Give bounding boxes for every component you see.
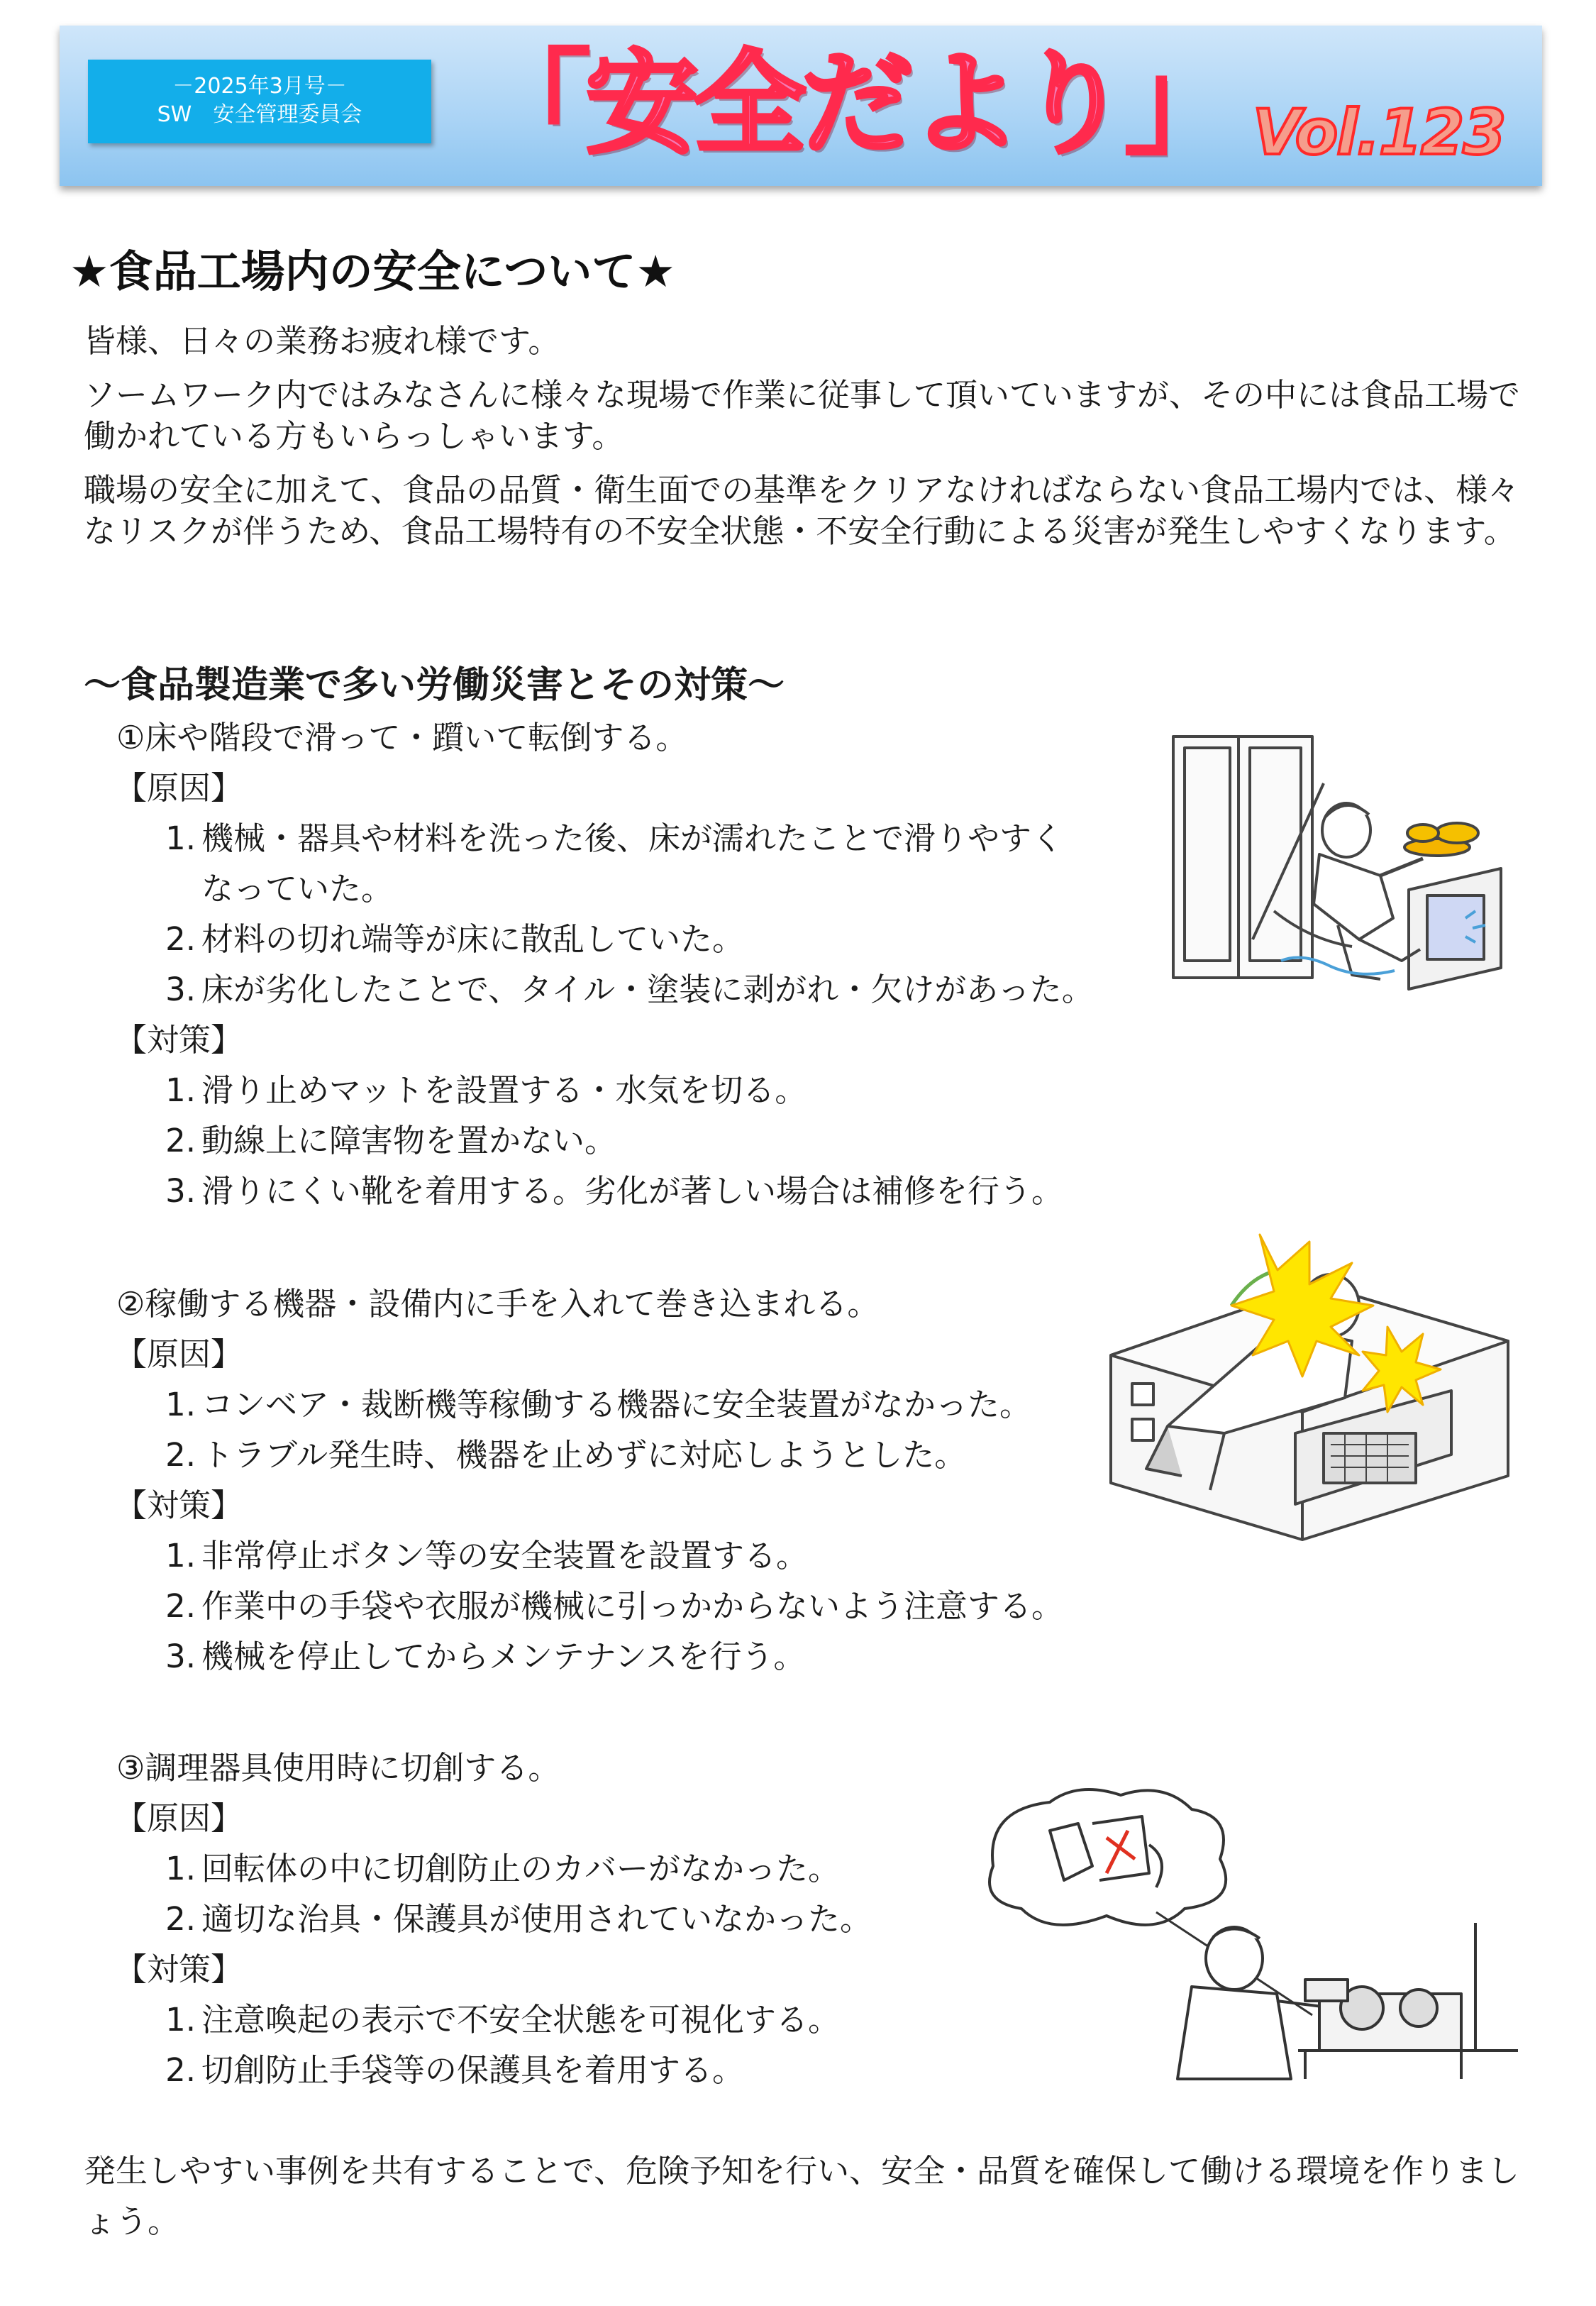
item-text: トラブル発生時、機器を止めずに対応しようとした。: [201, 1436, 967, 1474]
measure-label: 【対策】: [115, 1021, 243, 1059]
newsletter-title: 「安全だより」: [478, 39, 1233, 170]
intro-paragraph-1: 皆様、日々の業務お疲れ様です。: [84, 322, 560, 360]
item-number: 1.: [165, 1537, 196, 1574]
case-machine-entanglement: [84, 1279, 1063, 1682]
machine-entanglement-illustration: [1082, 1220, 1536, 1547]
item-text: 作業中の手袋や衣服が機械に引っかからないよう注意する。: [201, 1587, 1064, 1625]
measure-item: [84, 1631, 1063, 1682]
item-text: 機械を停止してからメンテナンスを行う。: [201, 1638, 806, 1675]
item-number: 2.: [165, 2051, 196, 2089]
item-number: 2.: [165, 1900, 196, 1938]
case-cutting-injury: [84, 1743, 872, 2095]
page-title: ★食品工場内の安全について★: [70, 246, 675, 297]
item-number: 3.: [165, 1638, 196, 1675]
case-title: ③調理器具使用時に切創する。: [116, 1749, 560, 1787]
measure-label: 【対策】: [115, 1486, 243, 1524]
item-text: 機械・器具や材料を洗った後、床が濡れたことで滑りやすく: [201, 820, 1064, 857]
item-number: 2.: [165, 920, 196, 958]
issue-info-box: [88, 60, 431, 143]
case-title: ②稼働する機器・設備内に手を入れて巻き込まれる。: [116, 1285, 880, 1323]
committee-name: SW 安全管理委員会: [157, 102, 362, 127]
item-text: コンベア・裁断機等稼働する機器に安全装置がなかった。: [201, 1386, 1032, 1423]
item-number: 2.: [165, 1587, 196, 1625]
item-number: 1.: [165, 820, 196, 857]
cause-item: [84, 813, 1094, 864]
item-number: 1.: [165, 1850, 196, 1887]
cause-item: [84, 1843, 872, 1894]
case-title: ①床や階段で滑って・躓いて転倒する。: [116, 719, 688, 756]
item-number: 1.: [165, 1071, 196, 1109]
issue-date: －2025年3月号－: [172, 74, 347, 99]
measure-item: [84, 1581, 1063, 1631]
measure-item: [84, 1995, 872, 2045]
item-text: 滑りにくい靴を着用する。劣化が著しい場合は補修を行う。: [201, 1172, 1064, 1210]
measure-item: [84, 2045, 872, 2095]
item-text: 滑り止めマットを設置する・水気を切る。: [201, 1071, 807, 1109]
item-number: 3.: [165, 971, 196, 1008]
measure-item: [84, 1115, 1094, 1166]
measure-item: [84, 1530, 1063, 1581]
closing-text: 発生しやすい事例を共有することで、危険予知を行い、安全・品質を確保して働ける環境を作りましょう。: [84, 2152, 1520, 2240]
measure-item: [84, 1065, 1094, 1115]
newsletter-header: [60, 26, 1542, 186]
cause-label: 【原因】: [115, 1799, 243, 1837]
cause-item: [84, 1430, 1063, 1480]
cutting-injury-illustration: [979, 1781, 1532, 2086]
cause-item: [84, 914, 1094, 964]
cause-item: [84, 1379, 1063, 1430]
item-text: 非常停止ボタン等の安全装置を設置する。: [201, 1537, 809, 1574]
intro-paragraph-2: ソームワーク内ではみなさんに様々な現場で作業に従事して頂いていますが、その中には食品工場で働かれている方もいらっしゃいます。: [84, 376, 1521, 455]
item-number: 1.: [165, 1386, 196, 1423]
measure-item: [84, 1166, 1094, 1216]
cause-item: [84, 964, 1094, 1015]
item-number: 2.: [165, 1122, 196, 1159]
case-slip-fall: [84, 712, 1094, 1216]
item-text: 注意喚起の表示で不安全状態を可視化する。: [201, 2001, 841, 2039]
measure-label: 【対策】: [115, 1951, 243, 1988]
slip-fall-illustration: [1168, 727, 1522, 1003]
cause-item-continuation: なっていた。: [201, 870, 394, 907]
item-text: 床が劣化したことで、タイル・塗装に剥がれ・欠けがあった。: [201, 971, 1094, 1008]
item-text: 動線上に障害物を置かない。: [201, 1122, 617, 1159]
section-title: ～食品製造業で多い労働災害とその対策～: [84, 664, 785, 707]
item-number: 2.: [165, 1436, 196, 1474]
intro-text: [84, 321, 1524, 565]
item-number: 3.: [165, 1172, 196, 1210]
item-text: 適切な治具・保護具が使用されていなかった。: [201, 1900, 872, 1938]
item-text: 材料の切れ端等が床に散乱していた。: [201, 920, 745, 958]
cause-item: [84, 1894, 872, 1944]
item-text: 回転体の中に切創防止のカバーがなかった。: [201, 1850, 841, 1887]
item-number: 1.: [165, 2001, 196, 2039]
volume-number: Vol.123: [1253, 96, 1505, 169]
cause-label: 【原因】: [115, 1335, 243, 1373]
item-text: 切創防止手袋等の保護具を着用する。: [201, 2051, 745, 2089]
cause-label: 【原因】: [115, 769, 243, 807]
intro-paragraph-3: 職場の安全に加えて、食品の品質・衛生面での基準をクリアなければならない食品工場内では、様々なリスクが伴うため、食品工場特有の不安全状態・不安全行動による災害が発生しやすくなります。: [84, 471, 1520, 550]
